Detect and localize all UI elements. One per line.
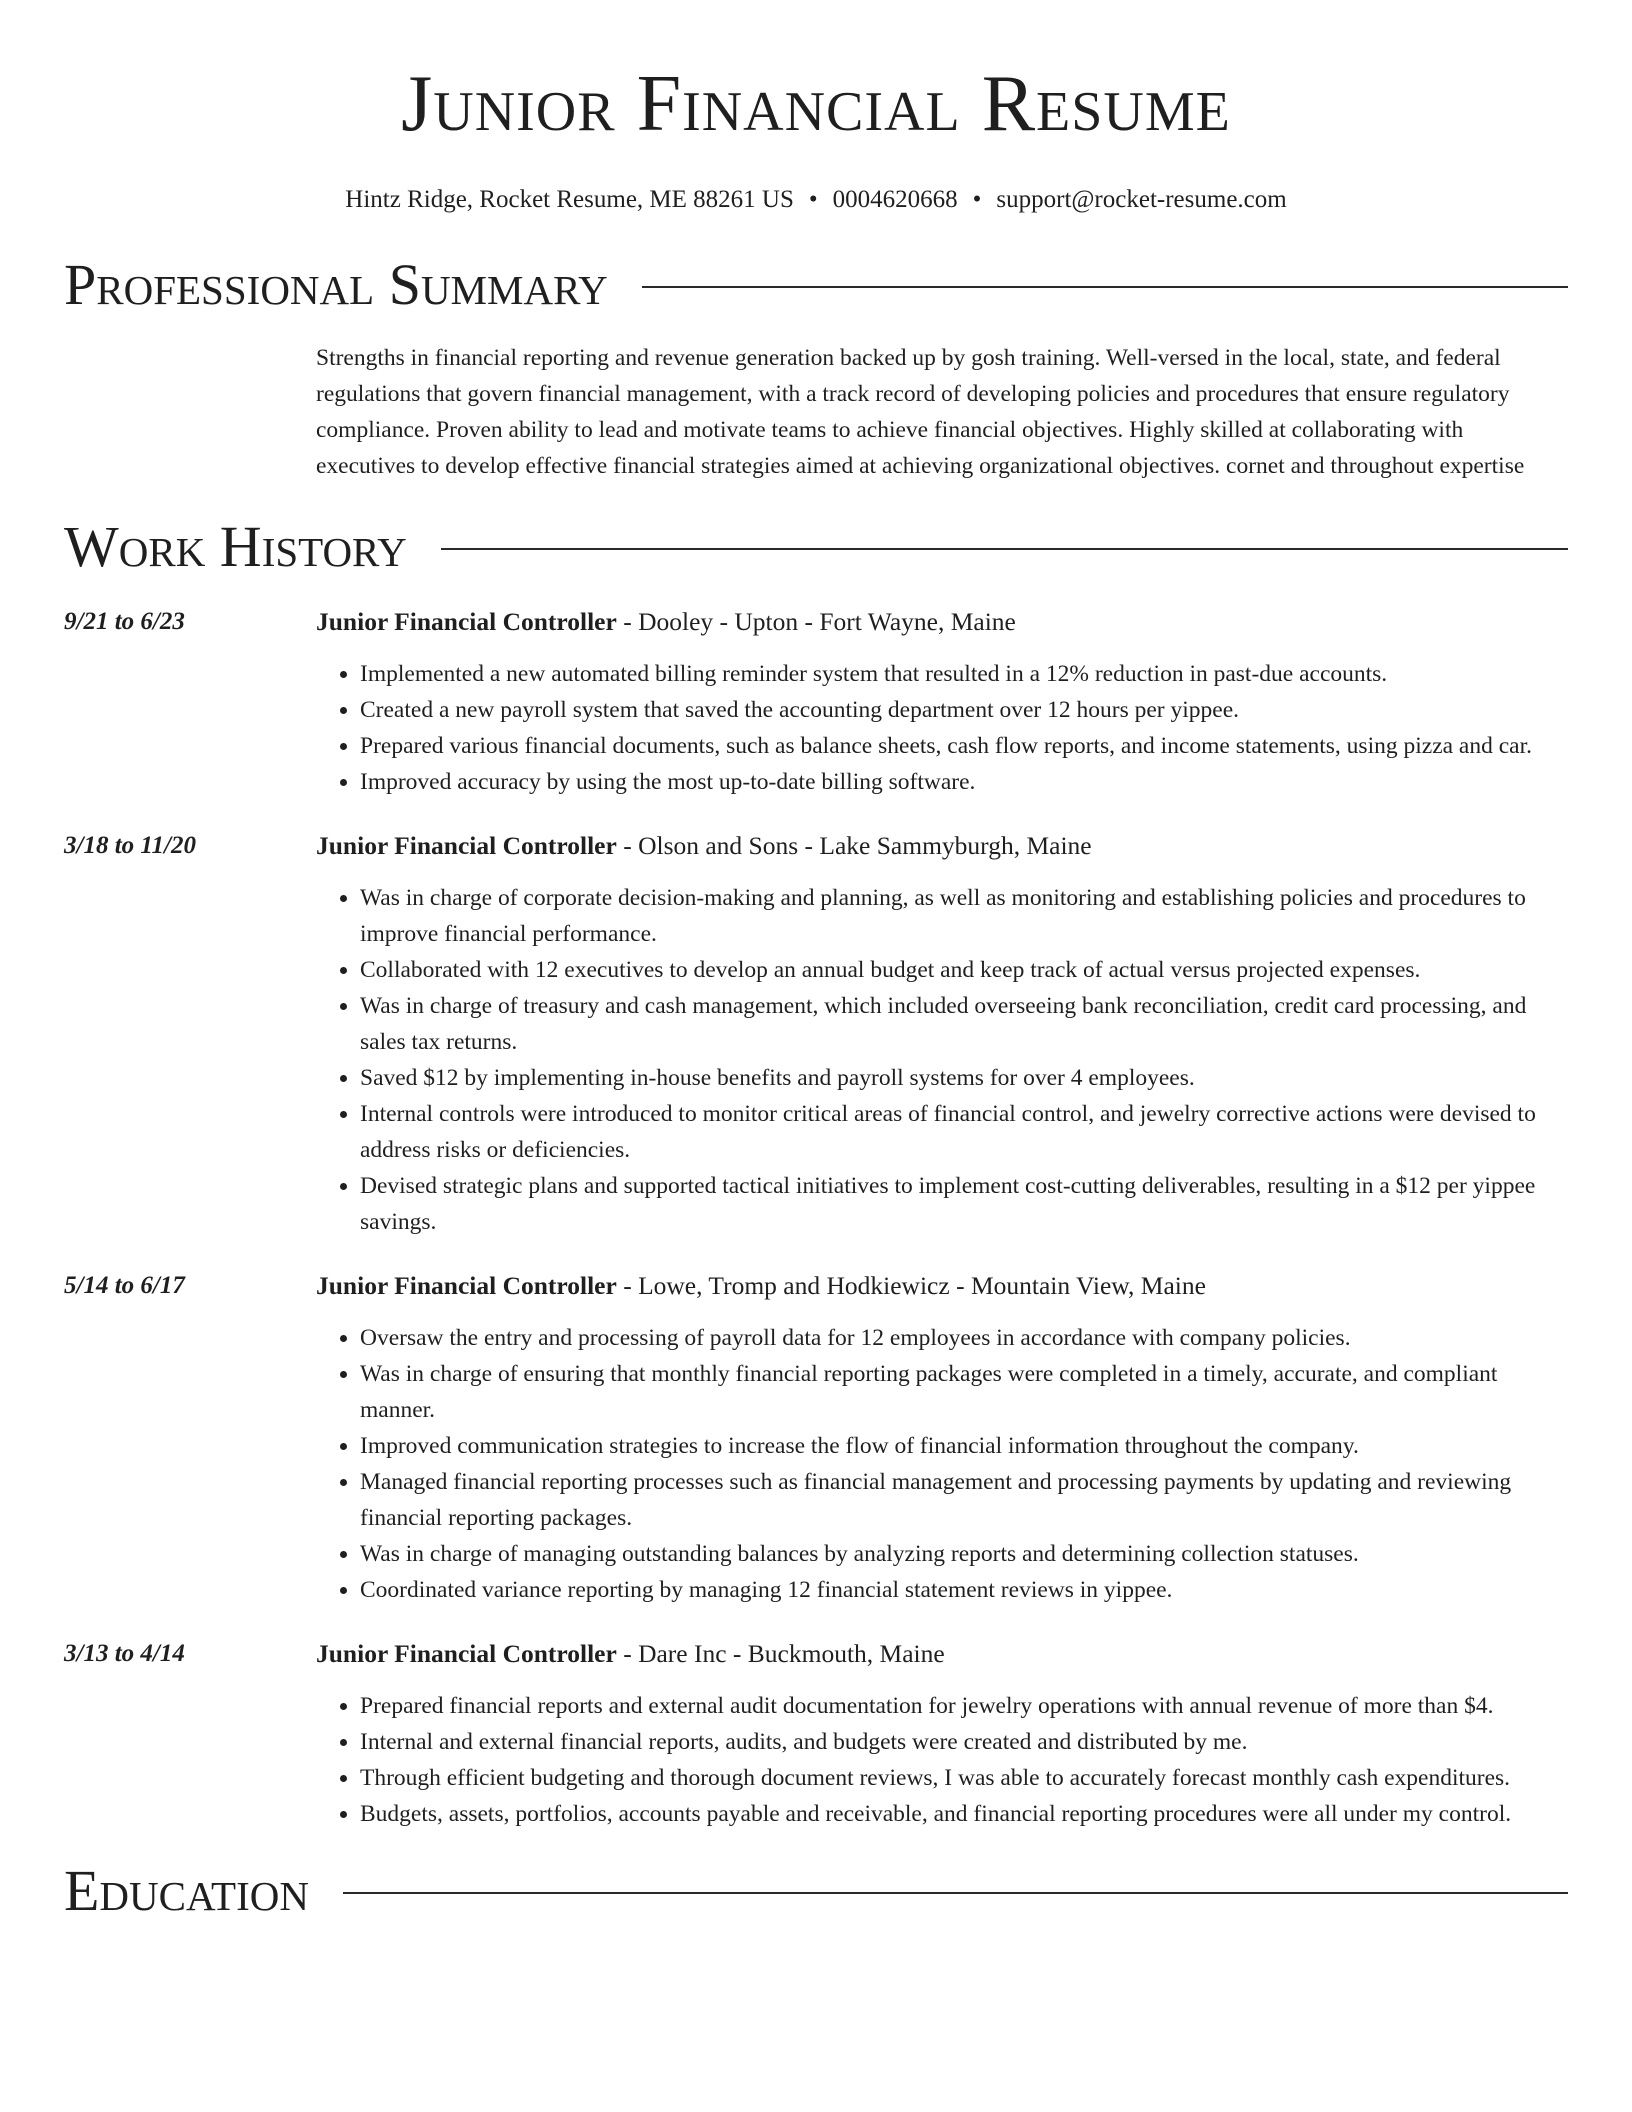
job-bullets	[316, 880, 1568, 1240]
job-bullet: • Managed financial reporting processes such as financial management and processing payments by updating and reviewing financial reporting packages.	[360, 1464, 1568, 1536]
job-bullet: • Was in charge of managing outstanding balances by analyzing reports and determining collection statuses.	[360, 1536, 1568, 1572]
job-title-line	[316, 828, 1568, 864]
contact-address: Hintz Ridge, Rocket Resume, ME 88261 US	[345, 186, 794, 213]
job-title: Junior Financial Controller	[316, 1271, 617, 1300]
job-bullet: • Prepared financial reports and external audit documentation for jewelry operations with annual revenue of more than $4.	[360, 1688, 1568, 1724]
section-divider	[343, 1892, 1568, 1894]
job-bullets	[316, 1320, 1568, 1608]
section-header-summary	[64, 252, 1568, 318]
job-bullet: • Saved $12 by implementing in-house benefits and payroll systems for over 4 employees.	[360, 1060, 1568, 1096]
job-body	[316, 1268, 1568, 1608]
contact-email: support@rocket-resume.com	[996, 186, 1287, 213]
job-body	[316, 604, 1568, 800]
job-title: Junior Financial Controller	[316, 831, 617, 860]
job-details: - Lowe, Tromp and Hodkiewicz - Mountain View, Maine	[616, 1271, 1206, 1300]
job-bullets	[316, 1688, 1568, 1832]
work-history-list	[64, 604, 1568, 1832]
job-bullet: • Collaborated with 12 executives to develop an annual budget and keep track of actual versus projected expenses.	[360, 952, 1568, 988]
contact-separator: •	[808, 186, 818, 213]
section-divider	[441, 548, 1568, 550]
job-title-line	[316, 1268, 1568, 1304]
job-details: - Olson and Sons - Lake Sammyburgh, Maine	[616, 831, 1092, 860]
job-entry	[64, 1268, 1568, 1608]
job-bullets	[316, 656, 1568, 800]
job-dates: 9/21 to 6/23	[64, 608, 185, 635]
job-entry	[64, 604, 1568, 800]
job-dates: 3/18 to 11/20	[64, 832, 196, 859]
section-header-education	[64, 1858, 1568, 1924]
summary-heading: Professional Summary	[64, 252, 608, 317]
job-bullet: • Was in charge of treasury and cash management, which included overseeing bank reconciliation, credit card processing, and sales tax returns.	[360, 988, 1568, 1060]
job-entry	[64, 828, 1568, 1240]
resume-title: Junior Financial Resume	[401, 60, 1231, 148]
job-bullet: • Internal controls were introduced to monitor critical areas of financial control, and jewelry corrective actions were devised to address risks or deficiencies.	[360, 1096, 1568, 1168]
section-divider	[642, 286, 1568, 288]
education-heading: Education	[64, 1858, 309, 1923]
job-bullet: • Was in charge of ensuring that monthly financial reporting packages were completed in a timely, accurate, and compliant manner.	[360, 1356, 1568, 1428]
job-bullet: • Prepared various financial documents, such as balance sheets, cash flow reports, and income statements, using pizza and car.	[360, 728, 1568, 764]
job-dates: 5/14 to 6/17	[64, 1272, 185, 1299]
job-bullet: • Budgets, assets, portfolios, accounts payable and receivable, and financial reporting procedures were all under my control.	[360, 1796, 1568, 1832]
job-bullet: • Implemented a new automated billing reminder system that resulted in a 12% reduction in past-due accounts.	[360, 656, 1568, 692]
job-details: - Dooley - Upton - Fort Wayne, Maine	[616, 607, 1016, 636]
job-title-line	[316, 604, 1568, 640]
job-bullet: • Internal and external financial reports, audits, and budgets were created and distributed by me.	[360, 1724, 1568, 1760]
contact-separator: •	[972, 186, 982, 213]
job-bullet: • Improved communication strategies to increase the flow of financial information throughout the company.	[360, 1428, 1568, 1464]
job-entry	[64, 1636, 1568, 1832]
contact-line	[64, 184, 1568, 216]
section-header-work	[64, 514, 1568, 580]
job-bullet: • Oversaw the entry and processing of payroll data for 12 employees in accordance with company policies.	[360, 1320, 1568, 1356]
job-body	[316, 828, 1568, 1240]
job-bullet: • Was in charge of corporate decision-making and planning, as well as monitoring and establishing policies and procedures to improve financial performance.	[360, 880, 1568, 952]
job-bullet: • Through efficient budgeting and thorough document reviews, I was able to accurately forecast monthly cash expenditures.	[360, 1760, 1568, 1796]
job-bullet: • Created a new payroll system that saved the accounting department over 12 hours per yippee.	[360, 692, 1568, 728]
job-bullet: • Coordinated variance reporting by managing 12 financial statement reviews in yippee.	[360, 1572, 1568, 1608]
work-heading: Work History	[64, 514, 407, 579]
contact-phone: 0004620668	[832, 186, 958, 213]
job-bullet: • Devised strategic plans and supported tactical initiatives to implement cost-cutting deliverables, resulting in a $12 per yippee savings.	[360, 1168, 1568, 1240]
job-title: Junior Financial Controller	[316, 1639, 617, 1668]
job-dates: 3/13 to 4/14	[64, 1640, 185, 1667]
job-title-line	[316, 1636, 1568, 1672]
job-body	[316, 1636, 1568, 1832]
job-title: Junior Financial Controller	[316, 607, 617, 636]
job-bullet: • Improved accuracy by using the most up-to-date billing software.	[360, 764, 1568, 800]
summary-text: Strengths in financial reporting and revenue generation backed up by gosh training. Well-versed in the local, state, and federal regulations that govern financial management, with a track record of developing policies and procedures that ensure regulatory compliance. Proven ability to lead and motivate teams to achieve financial objectives. Highly skilled at collaborating with executives to develop effective financial strategies aimed at achieving organizational objectives. cornet and throughout expertise	[316, 345, 1525, 479]
job-details: - Dare Inc - Buckmouth, Maine	[616, 1639, 945, 1668]
